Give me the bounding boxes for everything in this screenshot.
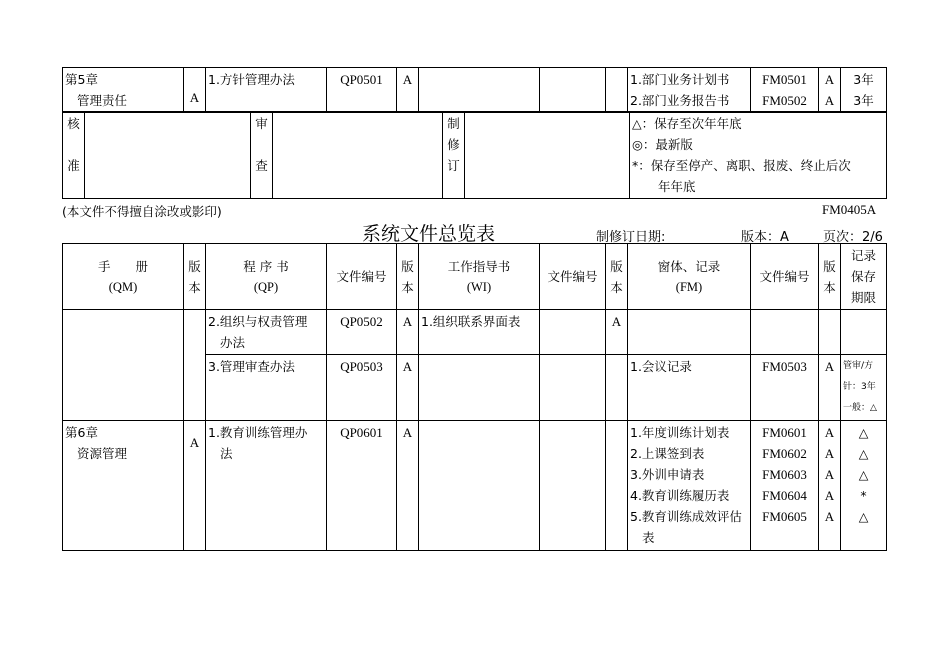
chapter-name: 管理责任	[77, 93, 128, 108]
form-names	[628, 310, 751, 355]
page-title: 系统文件总览表	[362, 223, 496, 245]
chapter-cell	[63, 310, 184, 421]
procedure-number: QP0601	[327, 421, 397, 551]
header-text: 版	[823, 258, 836, 274]
keep-periods	[841, 310, 887, 355]
header-text: (QP)	[253, 279, 279, 294]
keep-period: 3年	[853, 93, 874, 108]
header-version	[606, 244, 628, 310]
keep-text: 一般：△	[843, 403, 877, 413]
chapter-number: 第5章	[65, 72, 98, 87]
header-text: 保存	[850, 269, 876, 284]
approve-char: 核	[67, 116, 80, 131]
header-doc-number: 文件编号	[327, 244, 397, 310]
form-version: A	[824, 488, 835, 503]
procedure-name: 3.管理审查办法	[206, 355, 327, 421]
wi-number-cell	[540, 68, 606, 113]
header-version	[819, 244, 841, 310]
chapter-cell	[63, 68, 184, 113]
legend-line: △：保存至次年年底	[632, 116, 742, 131]
revise-date-label: 制修订日期:	[596, 230, 666, 245]
chapter-version: A	[184, 68, 206, 113]
approval-table	[62, 111, 887, 199]
form-versions	[819, 310, 841, 355]
wi-number	[540, 310, 606, 355]
form-number: FM0503	[751, 355, 819, 421]
header-row	[63, 244, 887, 310]
form-versions	[819, 68, 841, 113]
header-doc-number: 文件编号	[540, 244, 606, 310]
form-numbers	[751, 68, 819, 113]
form-name: 1.年度训练计划表	[630, 425, 730, 440]
legend-cell	[630, 112, 887, 199]
wi-number	[540, 355, 606, 421]
form-name: 1.部门业务计划书	[630, 72, 730, 87]
approve-label	[63, 112, 85, 199]
procedure-number: QP0502	[327, 310, 397, 355]
form-number: FM0501	[762, 72, 807, 87]
revise-char: 制	[447, 116, 460, 131]
wi-number	[540, 421, 606, 551]
chapter-cell	[63, 421, 184, 551]
chapter-number: 第6章	[65, 425, 98, 440]
form-name: 2.上课签到表	[630, 446, 705, 461]
form-name: 5.教育训练成效评估	[630, 509, 742, 524]
procedure-text: 1.教育训练管理办	[208, 425, 308, 440]
revise-char: 订	[447, 158, 460, 173]
header-text: (QM)	[108, 279, 138, 294]
top-table	[62, 67, 887, 113]
form-version: A	[824, 93, 835, 108]
form-versions	[819, 421, 841, 551]
procedure-version: A	[397, 355, 419, 421]
revise-char: 修	[447, 137, 460, 152]
header-text: 程 序 书	[243, 258, 289, 274]
wi-name: 1.组织联系界面表	[419, 310, 540, 355]
form-version: A	[824, 467, 835, 482]
chapter-name: 资源管理	[77, 446, 128, 461]
form-name: 1.会议记录	[628, 355, 751, 421]
form-version: A	[819, 355, 841, 421]
keep-text: 管审/方	[843, 361, 874, 371]
wi-version-cell	[606, 68, 628, 113]
wi-name	[419, 355, 540, 421]
procedure-number: QP0503	[327, 355, 397, 421]
header-text: 本	[823, 279, 836, 295]
review-char: 审	[255, 116, 268, 131]
chapter-version	[184, 310, 206, 421]
procedure-name	[206, 421, 327, 551]
keep-period: △	[858, 467, 869, 482]
form-version: A	[824, 72, 835, 87]
form-numbers	[751, 310, 819, 355]
form-name: 表	[642, 530, 655, 545]
wi-version	[606, 421, 628, 551]
form-number: FM0502	[762, 93, 807, 108]
form-version: A	[824, 425, 835, 440]
keep-period: △	[858, 425, 869, 440]
legend-line: 年年底	[658, 179, 696, 194]
procedure-text: 办法	[220, 335, 246, 350]
form-name: 3.外训申请表	[630, 467, 705, 482]
table-row	[63, 421, 887, 551]
form-number: FM0601	[762, 425, 807, 440]
overview-table	[62, 243, 887, 551]
header-text: 工作指导书	[447, 258, 511, 274]
header-wi	[419, 244, 540, 310]
form-names	[628, 421, 751, 551]
procedure-version: A	[397, 421, 419, 551]
keep-period: △	[858, 509, 869, 524]
keep-period: △	[858, 446, 869, 461]
form-name: 4.教育训练履历表	[630, 488, 730, 503]
wi-name	[419, 421, 540, 551]
keep-periods	[841, 421, 887, 551]
revise-signature[interactable]	[465, 112, 630, 199]
header-doc-number: 文件编号	[751, 244, 819, 310]
keep-period	[841, 355, 887, 421]
header-form	[628, 244, 751, 310]
wi-version	[606, 355, 628, 421]
form-numbers	[751, 421, 819, 551]
form-number: FM0602	[762, 446, 807, 461]
header-keep-period	[841, 244, 887, 310]
header-text: (WI)	[466, 279, 492, 294]
header-text: 记录	[850, 248, 876, 263]
form-names	[628, 68, 751, 113]
header-procedure	[206, 244, 327, 310]
form-code: FM0405A	[822, 202, 877, 217]
header-text: 本	[610, 279, 623, 295]
header-version	[184, 244, 206, 310]
header-text: 本	[401, 279, 414, 295]
header-text: 版	[188, 258, 201, 274]
header-text: 期限	[850, 290, 876, 305]
page-label: 页次：2/6	[823, 230, 883, 245]
procedure-text: 2.组织与权责管理	[208, 314, 308, 329]
wi-version: A	[606, 310, 628, 355]
review-label	[251, 112, 273, 199]
header-text: (FM)	[675, 279, 703, 294]
procedure-version: A	[397, 68, 419, 113]
table-row	[63, 310, 887, 355]
header-text: 版	[610, 258, 623, 274]
review-signature[interactable]	[273, 112, 443, 199]
chapter-version: A	[184, 421, 206, 551]
no-copy-note: (本文件不得擅自涂改或影印)	[62, 204, 222, 219]
header-text: 手 册	[97, 258, 148, 274]
header-manual	[63, 244, 184, 310]
form-number: FM0604	[762, 488, 807, 503]
procedure-name	[206, 310, 327, 355]
form-name: 2.部门业务报告书	[630, 93, 730, 108]
legend-line: *：保存至停产、离职、报废、终止后次	[632, 158, 851, 173]
approve-signature[interactable]	[85, 112, 251, 199]
header-text: 窗体、记录	[657, 258, 721, 274]
form-version: A	[824, 509, 835, 524]
header-text: 本	[188, 279, 201, 295]
procedure-version: A	[397, 310, 419, 355]
revise-label	[443, 112, 465, 199]
keep-period: *	[860, 488, 867, 503]
approve-char: 准	[67, 158, 80, 173]
form-version: A	[824, 446, 835, 461]
form-number: FM0603	[762, 467, 807, 482]
header-text: 版	[401, 258, 414, 274]
header-version	[397, 244, 419, 310]
version-label: 版本：A	[741, 230, 789, 245]
keep-period: 3年	[853, 72, 874, 87]
keep-text: 针：3年	[843, 382, 876, 392]
legend-line: ◎：最新版	[632, 137, 693, 152]
review-char: 查	[255, 158, 268, 173]
procedure-name: 1.方针管理办法	[206, 68, 327, 113]
procedure-text: 法	[220, 446, 233, 461]
keep-periods	[841, 68, 887, 113]
procedure-number: QP0501	[327, 68, 397, 113]
form-number: FM0605	[762, 509, 807, 524]
wi-cell	[419, 68, 540, 113]
